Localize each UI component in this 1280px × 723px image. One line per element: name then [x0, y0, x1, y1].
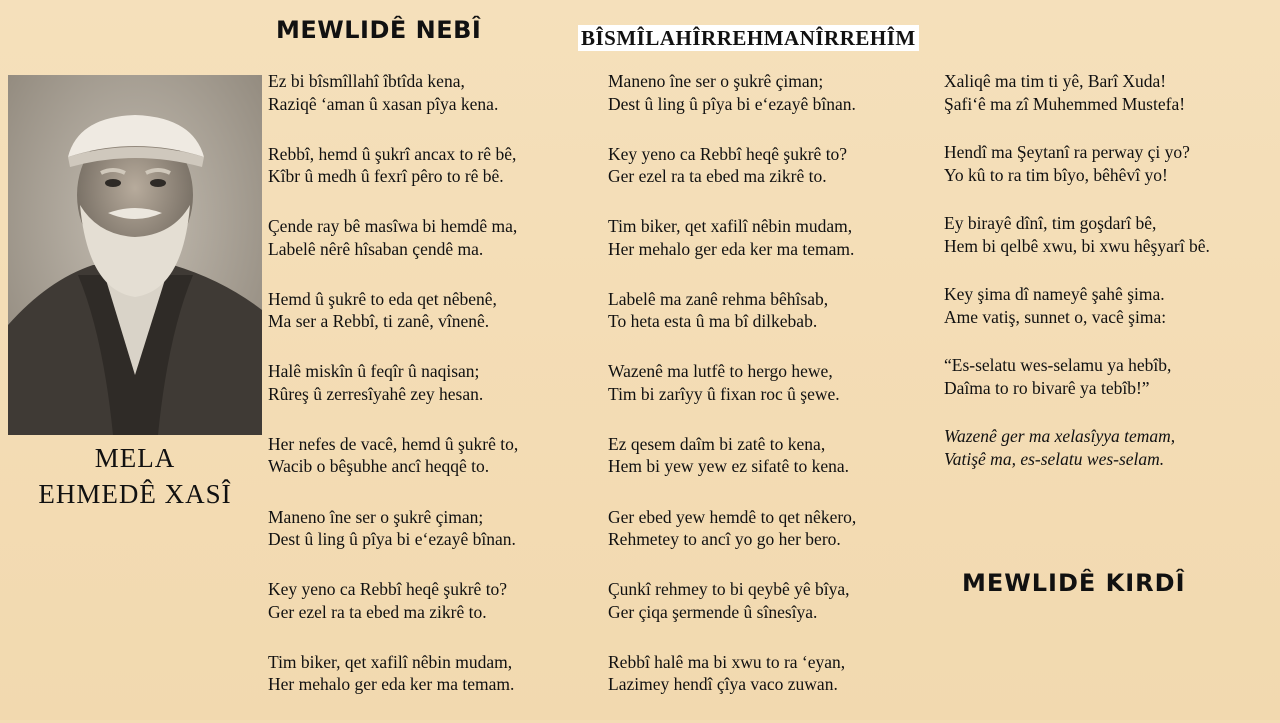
stanza: [268, 288, 603, 333]
stanza: [608, 578, 943, 623]
verse-line: Dest û ling û pîya bi e‘ezayê bînan.: [268, 529, 516, 550]
verse-line: Tim biker, qet xafilî nêbin mudam,: [608, 216, 853, 237]
verse-line: Her mehalo ger eda ker ma temam.: [268, 674, 515, 695]
verse-line: Labelê nêrê hîsaban çendê ma.: [268, 238, 484, 259]
stanza: [608, 506, 943, 551]
stanza: [608, 288, 943, 333]
verse-line: Hem bi qelbê xwu, bi xwu hêşyarî bê.: [944, 235, 1210, 256]
verse-line: Her nefes de vacê, hemd û şukrê to,: [268, 433, 519, 454]
author-name-line1: MELA: [94, 443, 176, 473]
verse-line: “Es-selatu wes-selamu ya hebîb,: [944, 355, 1172, 375]
verse-line: Ame vatiş, sunnet o, vacê şima:: [944, 306, 1167, 327]
verse-line: Çende ray bê masîwa bi hemdê ma,: [268, 216, 518, 237]
author-name-line2: EHMEDÊ XASÎ: [38, 479, 232, 509]
stanza: [268, 506, 603, 551]
portrait-image: [8, 75, 262, 435]
verse-line: Rûreş û zerresîyahê zey hesan.: [268, 383, 484, 404]
verse-line: Ez qesem daîm bi zatê to kena,: [608, 433, 826, 454]
verse-line: Maneno îne ser o şukrê çiman;: [608, 71, 824, 91]
verse-line: Key şima dî nameyê şahê şima.: [944, 284, 1165, 304]
verse-line: Hemd û şukrê to eda qet nêbenê,: [268, 288, 497, 309]
verse-line: Kîbr û medh û fexrî pêro to rê bê.: [268, 166, 504, 187]
verse-line: Ger ezel ra ta ebed ma zikrê to.: [268, 601, 487, 622]
verse-line: Tim bi zarîyy û fixan roc û şewe.: [608, 383, 840, 404]
poem-column-3: [944, 70, 1274, 496]
stanza: [608, 360, 943, 405]
bismillah-heading: BÎSMÎLAHÎRREHMANÎRREHÎM: [578, 25, 919, 51]
stanza: [268, 215, 603, 260]
verse-line: Ez bi bîsmîllahî îbtîda kena,: [268, 71, 465, 91]
stanza: [608, 143, 943, 188]
verse-line: Maneno îne ser o şukrê çiman;: [268, 506, 484, 527]
verse-line: Ger ebed yew hemdê to qet nêkero,: [608, 506, 857, 527]
stanza: [608, 651, 943, 696]
stanza: [608, 433, 943, 478]
stanza: [944, 141, 1274, 186]
verse-line: Lazimey hendî çîya vaco zuwan.: [608, 674, 838, 695]
verse-line: Ma ser a Rebbî, ti zanê, vînenê.: [268, 311, 490, 332]
poem-column-1: [268, 70, 603, 723]
verse-line: Rehmetey to ancî yo go her bero.: [608, 529, 841, 550]
author-portrait: [8, 75, 262, 435]
verse-line: Rebbî halê ma bi xwu to ra ‘eyan,: [608, 651, 846, 672]
verse-line: Ger ezel ra ta ebed ma zikrê to.: [608, 166, 827, 187]
verse-line: Hem bi yew yew ez sifatê to kena.: [608, 456, 850, 477]
verse-line: Wacib o bêşubhe ancî heqqê to.: [268, 456, 490, 477]
stanza: [268, 143, 603, 188]
verse-line: Halê miskîn û feqîr û naqisan;: [268, 361, 480, 382]
verse-line: Rebbî, hemd û şukrî ancax to rê bê,: [268, 143, 517, 164]
stanza: [268, 433, 603, 478]
verse-line: Wazenê ma lutfê to hergo hewe,: [608, 361, 833, 382]
stanza: [944, 283, 1274, 328]
stanza: [268, 70, 603, 115]
page-title: MEWLIDÊ NEBÎ: [276, 16, 482, 44]
verse-line: Daîma to ro bivarê ya tebîb!”: [944, 377, 1150, 398]
footer-title: MEWLIDÊ KIRDÎ: [962, 569, 1186, 597]
poem-column-2: [608, 70, 943, 723]
closing-stanza: [944, 425, 1274, 470]
verse-line: Yo kû to ra tim bîyo, bêhêvî yo!: [944, 164, 1168, 185]
verse-line: Key yeno ca Rebbî heqê şukrê to?: [608, 143, 848, 164]
verse-line: To heta esta û ma bî dilkebab.: [608, 311, 818, 332]
verse-line: Raziqê ‘aman û xasan pîya kena.: [268, 93, 499, 114]
stanza: [944, 70, 1274, 115]
verse-line: Ey birayê dînî, tim goşdarî bê,: [944, 213, 1157, 233]
verse-line: Vatişê ma, es-selatu wes-selam.: [944, 448, 1165, 469]
stanza: [944, 212, 1274, 257]
verse-line: Hendî ma Şeytanî ra perway çi yo?: [944, 142, 1190, 162]
stanza: [944, 354, 1274, 399]
stanza: [268, 360, 603, 405]
verse-line: Şafi‘ê ma zî Muhemmed Mustefa!: [944, 93, 1186, 114]
stanza: [608, 215, 943, 260]
verse-line: Çunkî rehmey to bi qeybê yê bîya,: [608, 579, 850, 600]
verse-line: Key yeno ca Rebbî heqê şukrê to?: [268, 579, 508, 600]
verse-line: Her mehalo ger eda ker ma temam.: [608, 238, 855, 259]
stanza: [268, 651, 603, 696]
verse-line: Ger çiqa şermende û sînesîya.: [608, 601, 818, 622]
verse-line: Wazenê ger ma xelasîyya temam,: [944, 426, 1176, 446]
verse-line: Tim biker, qet xafilî nêbin mudam,: [268, 651, 513, 672]
author-name: [8, 440, 262, 512]
verse-line: Xaliqê ma tim ti yê, Barî Xuda!: [944, 71, 1167, 91]
verse-line: Dest û ling û pîya bi e‘ezayê bînan.: [608, 93, 856, 114]
verse-line: Labelê ma zanê rehma bêhîsab,: [608, 288, 829, 309]
stanza: [608, 70, 943, 115]
stanza: [268, 578, 603, 623]
